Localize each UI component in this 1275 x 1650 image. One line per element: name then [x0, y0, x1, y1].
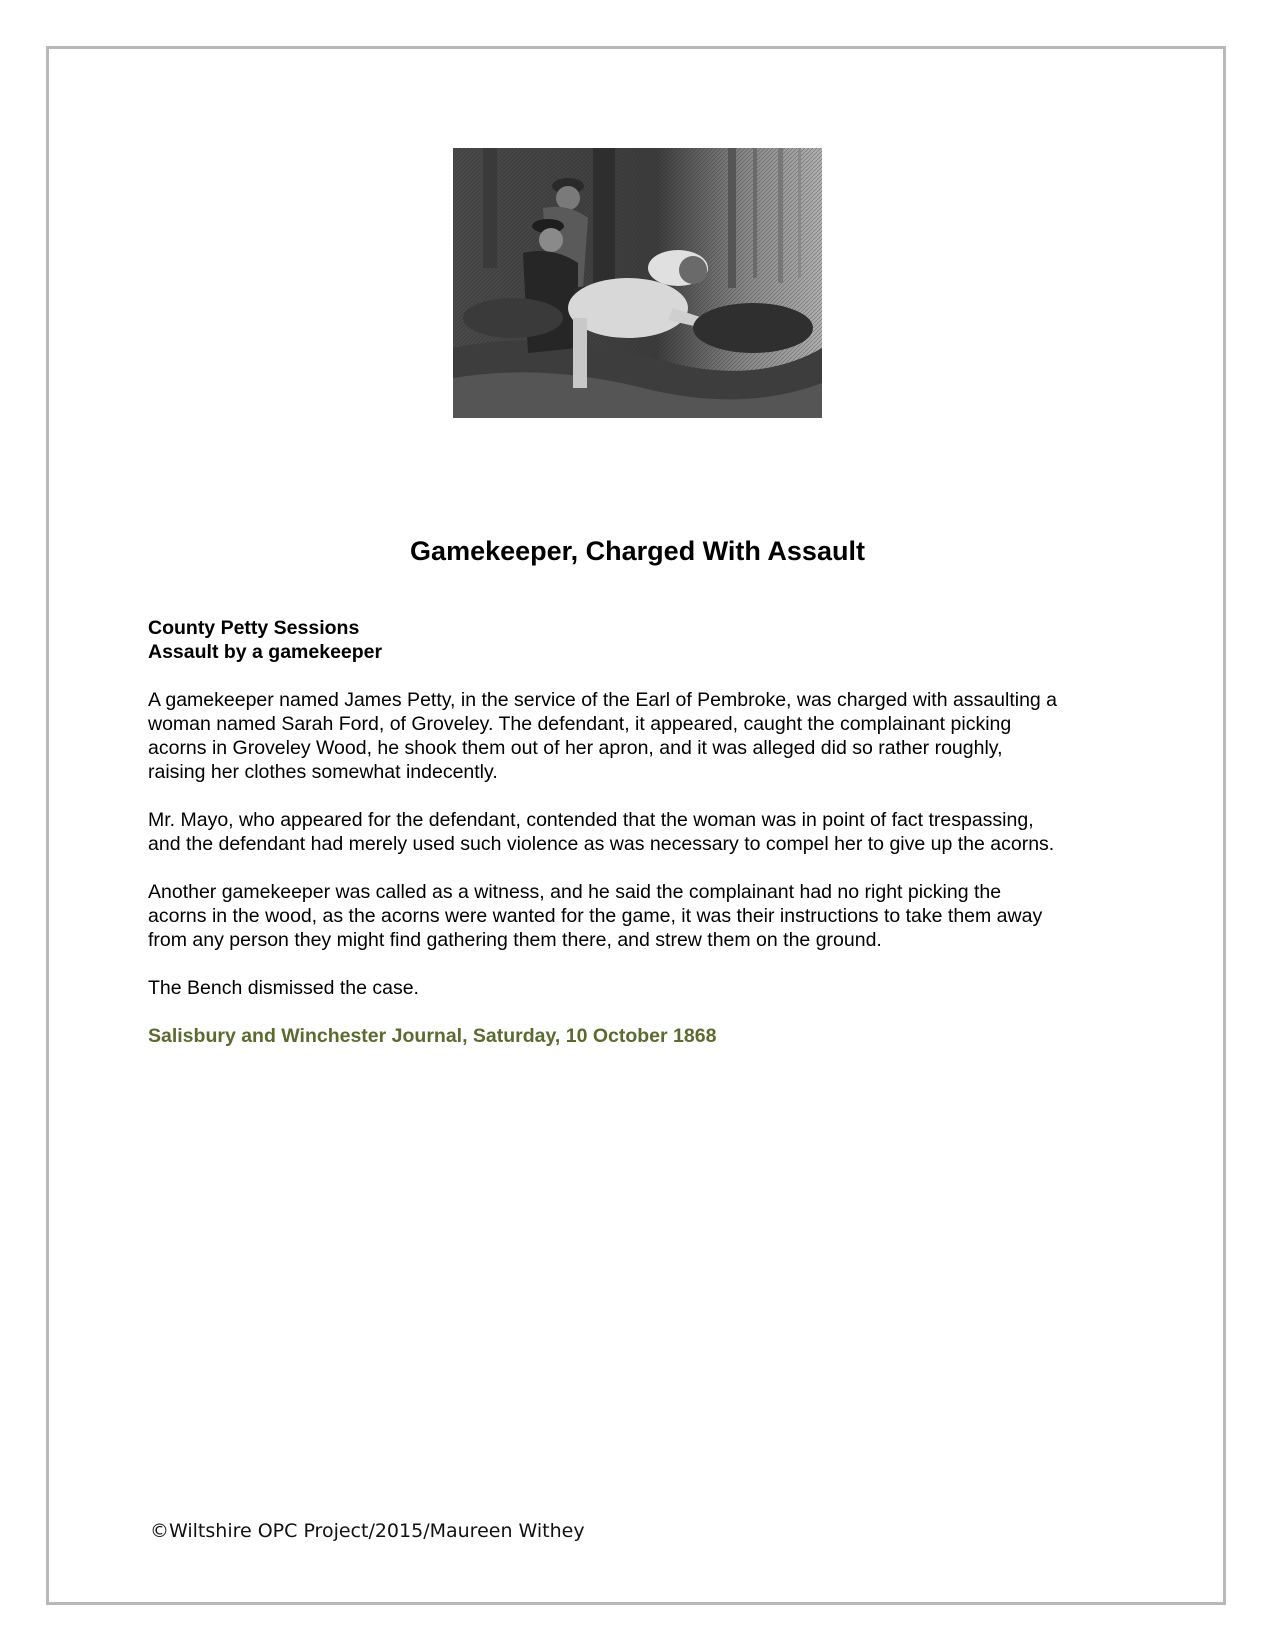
document-title: Gamekeeper, Charged With Assault — [410, 536, 865, 566]
engraving-icon — [453, 148, 822, 418]
subheading-assault: Assault by a gamekeeper — [148, 641, 383, 663]
paragraph-2: Mr. Mayo, who appeared for the defendant, contended that the woman was in point of fact trespassing, and the defendant had merely used such violence as was necessary to compel her to give up the acorns. — [148, 809, 1055, 855]
newspaper-source: Salisbury and Winchester Journal, Saturday, 10 October 1868 — [148, 1025, 717, 1047]
illustration-image — [453, 148, 822, 418]
paragraph-4: The Bench dismissed the case. — [148, 977, 419, 999]
paragraph-1: A gamekeeper named James Petty, in the service of the Earl of Pembroke, was charged with assaulting a woman named Sarah Ford, of Groveley. The defendant, it appeared, caught the complainant picking acorns in Groveley Wood, he shook them out of her apron, and it was alleged did so rather roughly, raising her clothes somewhat indecently. — [148, 689, 1058, 783]
paragraph-3: Another gamekeeper was called as a witness, and he said the complainant had no right picking the acorns in the wood, as the acorns were wanted for the game, it was their instructions to take them away from any person they might find gathering them there, and strew them on the ground. — [148, 881, 1043, 951]
subheading-court: County Petty Sessions — [148, 617, 360, 639]
copyright-footer: ©Wiltshire OPC Project/2015/Maureen Withey — [150, 1520, 585, 1542]
